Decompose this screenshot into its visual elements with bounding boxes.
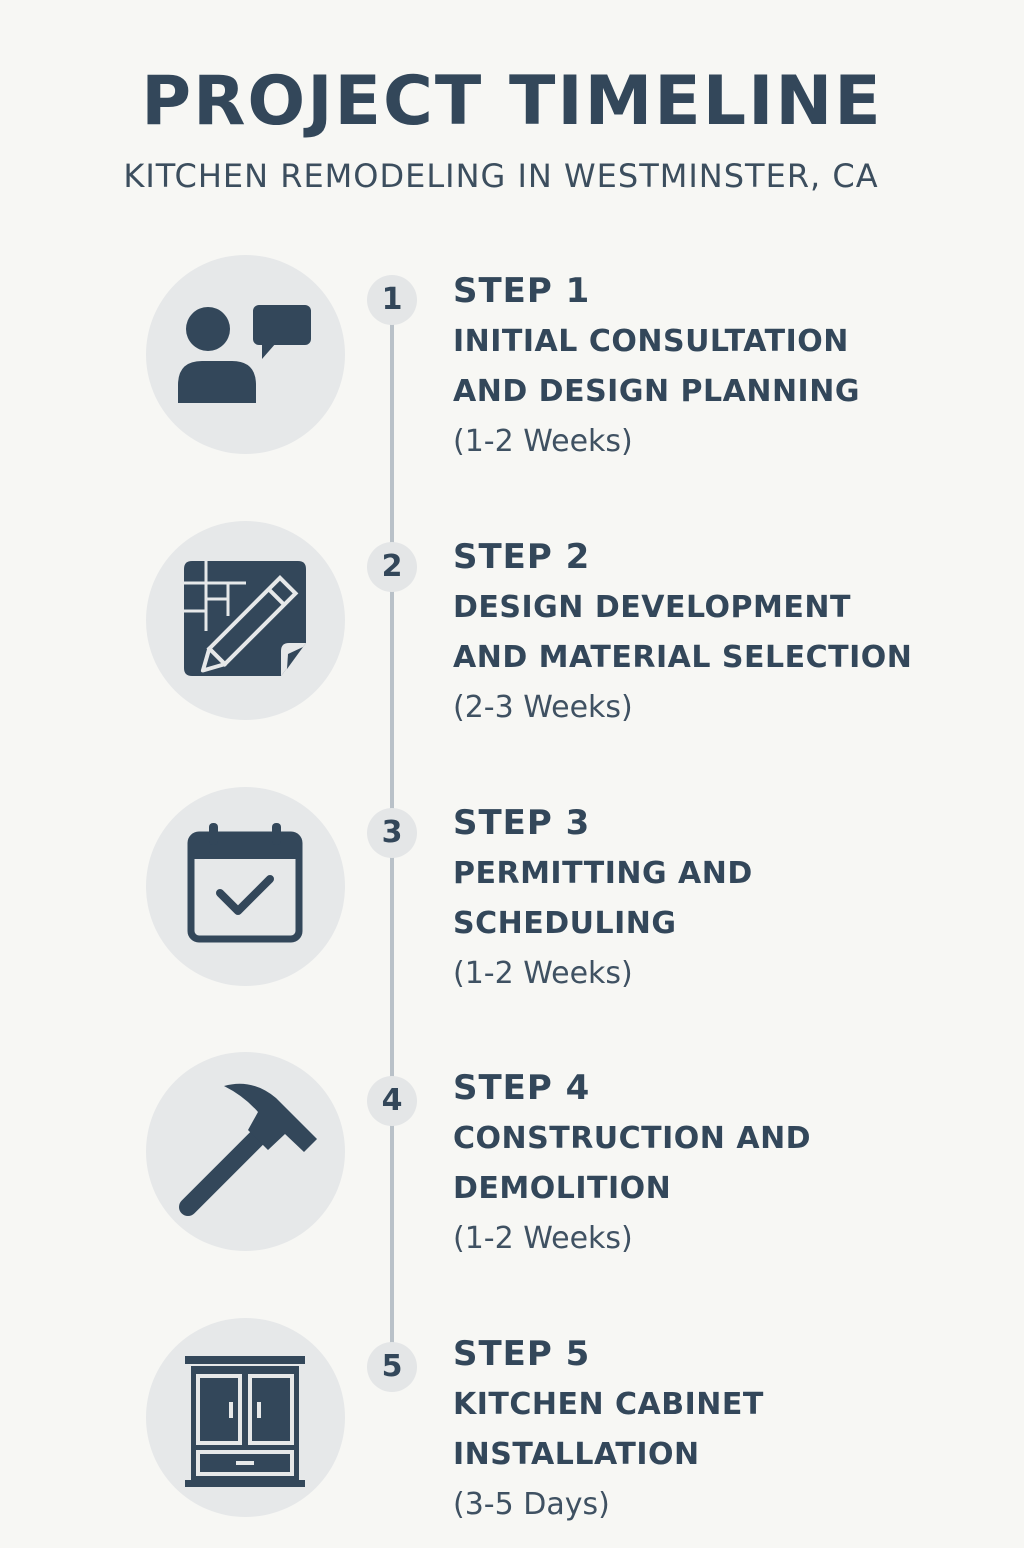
step-label: STEP 2	[453, 537, 591, 577]
step-title-line2: INSTALLATION	[453, 1437, 700, 1472]
step-title-line1: DESIGN DEVELOPMENT	[453, 590, 851, 625]
page-title: PROJECT TIMELINE	[141, 62, 883, 141]
step-label: STEP 1	[453, 271, 591, 311]
timeline-step-2	[0, 521, 1024, 751]
hammer-icon	[146, 1052, 345, 1251]
step-duration: (1-2 Weeks)	[453, 424, 633, 459]
step-text	[453, 531, 1013, 733]
timeline-step-4	[0, 1052, 1024, 1282]
blueprint-pencil-icon	[146, 521, 345, 720]
step-label: STEP 4	[453, 1068, 591, 1108]
step-number-badge: 2	[367, 542, 417, 592]
step-title-line2: SCHEDULING	[453, 906, 677, 941]
step-title-line2: AND DESIGN PLANNING	[453, 374, 860, 409]
timeline-step-1	[0, 255, 1024, 485]
step-label: STEP 3	[453, 803, 591, 843]
step-label: STEP 5	[453, 1334, 591, 1374]
step-title-line1: KITCHEN CABINET	[453, 1387, 764, 1422]
step-title-line2: AND MATERIAL SELECTION	[453, 640, 913, 675]
step-text	[453, 1062, 1013, 1264]
step-number-badge: 3	[367, 808, 417, 858]
step-number-badge: 1	[367, 275, 417, 325]
consultation-icon	[146, 255, 345, 454]
cabinet-icon	[146, 1318, 345, 1517]
step-title-line1: PERMITTING AND	[453, 856, 753, 891]
step-title-line2: DEMOLITION	[453, 1171, 672, 1206]
step-duration: (1-2 Weeks)	[453, 1221, 633, 1256]
step-number-badge: 5	[367, 1342, 417, 1392]
step-text	[453, 265, 1013, 467]
step-duration: (1-2 Weeks)	[453, 956, 633, 991]
timeline-step-5	[0, 1318, 1024, 1548]
step-text	[453, 797, 1013, 999]
step-duration: (3-5 Days)	[453, 1487, 610, 1522]
step-title-line1: INITIAL CONSULTATION	[453, 324, 849, 359]
page-subtitle: KITCHEN REMODELING IN WESTMINSTER, CA	[123, 157, 879, 195]
step-title-line1: CONSTRUCTION AND	[453, 1121, 812, 1156]
step-number-badge: 4	[367, 1076, 417, 1126]
timeline-step-3	[0, 787, 1024, 1017]
step-duration: (2-3 Weeks)	[453, 690, 633, 725]
step-text	[453, 1328, 1013, 1530]
calendar-check-icon	[146, 787, 345, 986]
